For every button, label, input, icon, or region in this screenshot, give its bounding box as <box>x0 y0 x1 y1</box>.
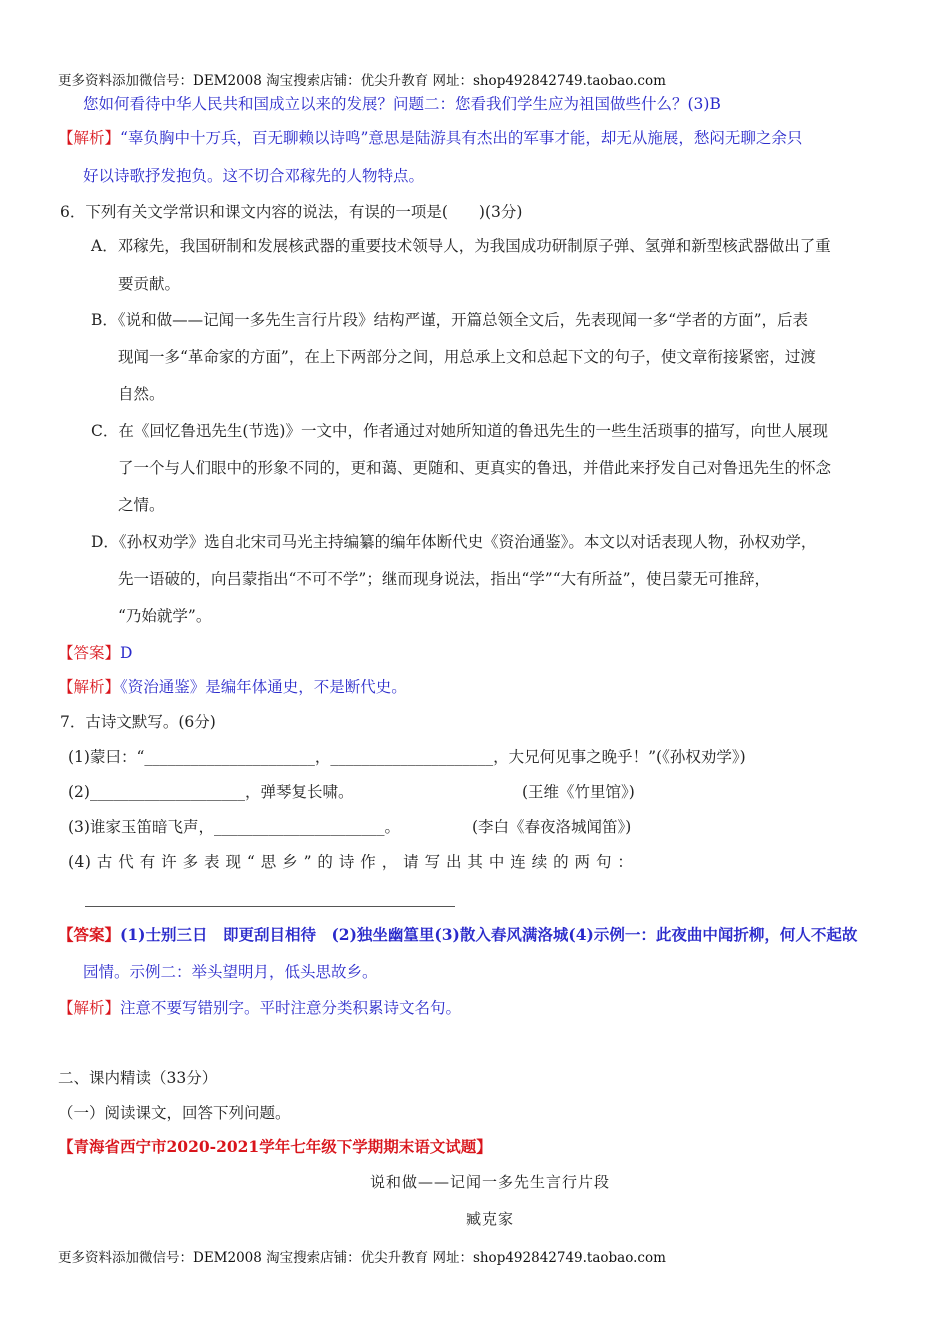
analysis-text: 《资治通鉴》是编年体通史，不是断代史。 <box>120 678 407 696</box>
q6-option-d-cont: 先一语破的，向吕蒙指出“不可不学”；继而现身说法，指出“学”“大有所益”，使吕蒙无可推辞， <box>118 570 771 588</box>
q6-option-a-cont: 要贡献。 <box>118 275 181 293</box>
answer-tag: 【答案】 <box>58 925 121 944</box>
q7-item-2-source: (王维《竹里馆》) <box>522 783 635 801</box>
q6-option-d: D．《孙权劝学》选自北宋司马光主持编纂的编年体断代史《资治通鉴》。本文以对话表现人物，孙权劝学， <box>91 533 817 551</box>
q6-option-a: A．邓稼先，我国研制和发展核武器的重要技术领导人，为我国成功研制原子弹、氢弹和新型核武器做出了重 <box>91 237 831 255</box>
q7-item-3-source: (李白《春夜洛城闻笛》) <box>472 818 632 836</box>
q7-analysis <box>58 998 461 1018</box>
answer-value: D <box>120 644 133 662</box>
section-subheading: （一）阅读课文，回答下列问题。 <box>58 1104 291 1122</box>
section-heading: 二、课内精读（33分） <box>58 1069 218 1087</box>
page-footer: 更多资料添加微信号：DEM2008 淘宝搜索店铺：优尖升教育 网址：shop492842749.taobao.com <box>58 1250 666 1266</box>
q6-stem: 6．下列有关文学常识和课文内容的说法，有误的一项是( )(3分) <box>60 203 523 221</box>
q6-analysis <box>58 677 407 697</box>
article-title: 说和做——记闻一多先生言行片段 <box>370 1173 611 1191</box>
q7-answer-cont: 园情。示例二：举头望明月，低头思故乡。 <box>83 963 378 981</box>
analysis-text: 注意不要写错别字。平时注意分类积累诗文名句。 <box>120 999 462 1017</box>
q7-answer-blank-line <box>85 906 455 907</box>
q7-item-3: (3)谁家玉笛暗飞声，______________________。 <box>68 818 400 836</box>
q6-option-d-cont2: “乃始就学”。 <box>118 607 212 625</box>
prev-analysis-cont: 好以诗歌抒发抱负。这不切合邓稼先的人物特点。 <box>83 167 425 185</box>
q7-answer <box>58 925 857 945</box>
source-label: 【青海省西宁市2020-2021学年七年级下学期期末语文试题】 <box>58 1137 492 1156</box>
prev-analysis <box>58 128 802 148</box>
q7-item-1: (1)蒙曰：“______________________，_____________________，大兄何见事之晚乎！”(《孙权劝学》) <box>68 748 746 766</box>
q6-option-c: C．在《回忆鲁迅先生(节选)》一文中，作者通过对她所知道的鲁迅先生的一些生活琐事的描写，向世人展现 <box>91 422 828 440</box>
analysis-text: “辜负胸中十万兵，百无聊赖以诗鸣”意思是陆游具有杰出的军事才能，却无从施展，愁闷无聊之余只 <box>120 129 803 147</box>
q6-answer <box>58 643 132 663</box>
q6-option-b-cont2: 自然。 <box>118 385 165 403</box>
q6-option-b-cont: 现闻一多“革命家的方面”，在上下两部分之间，用总承上文和总起下文的句子，使文章衔接紧密，过渡 <box>118 348 816 366</box>
q7-stem: 7．古诗文默写。(6分) <box>60 713 216 731</box>
q7-item-2: (2)____________________，弹琴复长啸。 <box>68 783 354 801</box>
q6-option-b: B．《说和做——记闻一多先生言行片段》结构严谨，开篇总领全文后，先表现闻一多“学者的方面”，后表 <box>91 311 808 329</box>
answer-tag: 【答案】 <box>58 644 121 662</box>
q6-option-c-cont: 了一个与人们眼中的形象不同的，更和蔼、更随和、更真实的鲁迅，并借此来抒发自己对鲁迅先生的怀念 <box>118 459 832 477</box>
prev-answer-line: 您如何看待中华人民共和国成立以来的发展？问题二：您看我们学生应为祖国做些什么？(3)B <box>83 95 721 113</box>
article-author: 臧克家 <box>466 1210 515 1228</box>
analysis-tag: 【解析】 <box>58 129 121 147</box>
answer-text: (1)士别三日 即更刮目相待 (2)独坐幽篁里(3)散入春风满洛城(4)示例一：此夜曲中闻折柳，何人不起故 <box>120 925 858 944</box>
q7-item-4: (4) 古 代 有 许 多 表 现 “ 思 乡 ” 的 诗 作 ， 请 写 出 其 中 连 续 的 两 句 ： <box>68 853 634 871</box>
q6-option-c-cont2: 之情。 <box>118 496 165 514</box>
analysis-tag: 【解析】 <box>58 999 121 1017</box>
page-header: 更多资料添加微信号：DEM2008 淘宝搜索店铺：优尖升教育 网址：shop492842749.taobao.com <box>58 73 666 89</box>
analysis-tag: 【解析】 <box>58 678 121 696</box>
